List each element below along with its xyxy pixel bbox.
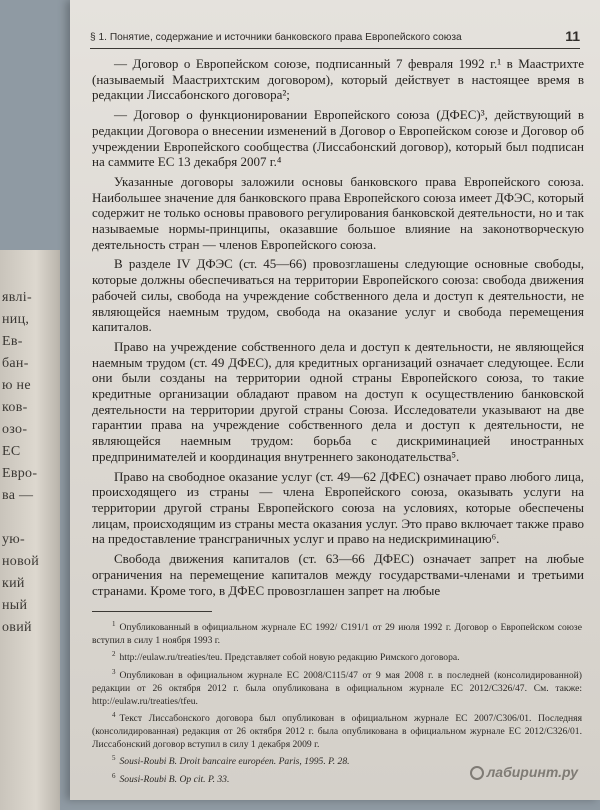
watermark [470, 764, 578, 780]
footnote-text: Текст Лиссабонского договора был опубликован в официальном журнале ЕС 2007/C306/01. Последняя (консолидированная) редакция от 26 октября 2012 г. была опубликована в официальном журнале ЕС 2012/C326/01. Лиссабонский договор вступил в силу 1 декабря 2009 г. [92, 713, 582, 750]
under-line: новой [2, 554, 39, 569]
under-line: ую- [2, 532, 26, 547]
footnote-text: Опубликованный в официальном журнале ЕС 1992/ С191/1 от 29 июля 1992 г. Договор о Европейском союзе вступил в силу 1 ноября 1993 г. [92, 622, 582, 646]
header-title: § 1. Понятие, содержание и источники банковского права Европейского союза [90, 32, 462, 43]
footnote-text: Sousi-Roubi B. Op cit. P. 33. [119, 774, 230, 786]
running-header [90, 30, 580, 49]
under-line: ю не [2, 378, 31, 393]
paragraph: — Договор о функционировании Европейского союза (ДФЕС)³, действующий в редакции Договора о внесении изменений в Договор о Европейском союзе и Договор об учреждении Европейского сообщества (Лиссабонский договор), который был подписан на саммите ЕС 13 декабря 2007 г.⁴ [92, 107, 584, 170]
footnote-text: http://eulaw.ru/treaties/teu. Представляет собой новую редакцию Римского договора. [119, 652, 460, 664]
footnote-number: 3 [112, 668, 116, 677]
footnote [92, 666, 582, 708]
footnote [92, 709, 582, 751]
page-number: 11 [565, 28, 580, 44]
underlying-page [0, 250, 60, 810]
under-line: овий [2, 620, 32, 635]
footnote-divider [92, 611, 212, 612]
paragraph: Право на свободное оказание услуг (ст. 49—62 ДФЕС) означает право любого лица, происходящего из страны — члена Европейского союза, оказывать услуги на территории другой страны Европейского союза на условиях, которые обеспечены лицам, происходящим из страны места оказания услуг. Это право включает также право на предоставление трансграничных услуг и право на недискриминацию⁶. [92, 468, 584, 547]
footnote-number: 5 [112, 754, 116, 763]
under-line: бан- [2, 356, 29, 371]
paragraph: Право на учреждение собственного дела и доступ к деятельности, не являющейся наемным трудом (ст. 49 ДФЕС), для кредитных организаций означает следующее. Если они были созданы на территории одной страны Европейского союза, то такие кредитные организации обладают правом на доступ к осуществлению банковской деятельности на территории другой страны Союза. Исследователи указывают на две гарантии права на учреждение собственного дела и доступ к деятельности, не являющейся наемным трудом: борьба с дискриминацией иностранных предпринимателей и координация внутреннего законодательства⁵. [92, 338, 584, 464]
footnote-number: 6 [112, 771, 116, 780]
under-line: озо- [2, 422, 28, 437]
footnote-number: 4 [112, 711, 116, 720]
paragraph: В разделе IV ДФЭС (ст. 45—66) провозглашены следующие основные свободы, которые должны обеспечиваться на территории Европейского союза: свобода движения рабочей силы, свобода на учреждение собственного дела и доступ к деятельности, не являющейся наемным трудом, свобода на оказание услуг и свобода перемещения капиталов. [92, 256, 584, 335]
under-line: ков- [2, 400, 28, 415]
under-line: кий [2, 576, 25, 591]
under-line: ный [2, 598, 28, 613]
watermark-text: лабиринт.ру [486, 764, 578, 780]
under-line: явлi- [2, 290, 32, 305]
footnote-number: 1 [112, 620, 116, 628]
paragraph: Указанные договоры заложили основы банковского права Европейского союза. Наибольшее значение для банковского права Европейского союза имеет ДФЭС, который содержит не только основы правового регулирования банковской деятельности, но и так называемые нормы-принципы, оказавшие большое влияние на законотворческую деятельность стран — членов Европейского союза. [92, 173, 584, 252]
footnote [92, 618, 582, 647]
under-line: ЕС [2, 444, 21, 459]
footnotes [92, 618, 582, 788]
footnote-number: 2 [112, 650, 116, 659]
footnote-text: Sousi-Roubi B. Droit bancaire européen. Paris, 1995. P. 28. [119, 756, 350, 768]
under-line: ниц, [2, 312, 30, 327]
main-text [92, 56, 584, 602]
paragraph: Свобода движения капиталов (ст. 63—66 ДФЕС) означает запрет на любые ограничения на перемещение капиталов между государствами-членами и третьими странами. Кроме того, в ДФЕС провозглашен запрет на любые [92, 551, 584, 598]
labirint-logo-icon [470, 766, 484, 780]
under-line: Евро- [2, 466, 38, 481]
book-page [70, 0, 600, 800]
under-line: Ев- [2, 334, 23, 349]
under-line: ва — [2, 488, 34, 503]
footnote [92, 648, 582, 665]
paragraph: — Договор о Европейском союзе, подписанный 7 февраля 1992 г.¹ в Маастрихте (называемый Маастрихтским договором), который действует в настоящее время в редакции Лиссабонского договора²; [92, 56, 584, 103]
footnote-text: Опубликован в официальном журнале ЕС 2008/C115/47 от 9 мая 2008 г. в последней (консолидированной) редакции от 26 октября 2012 г. была опубликована в официальном журнале ЕС 2012/C326/47. См. также: http://eulaw.ru/treaties/tfeu. [92, 670, 582, 707]
